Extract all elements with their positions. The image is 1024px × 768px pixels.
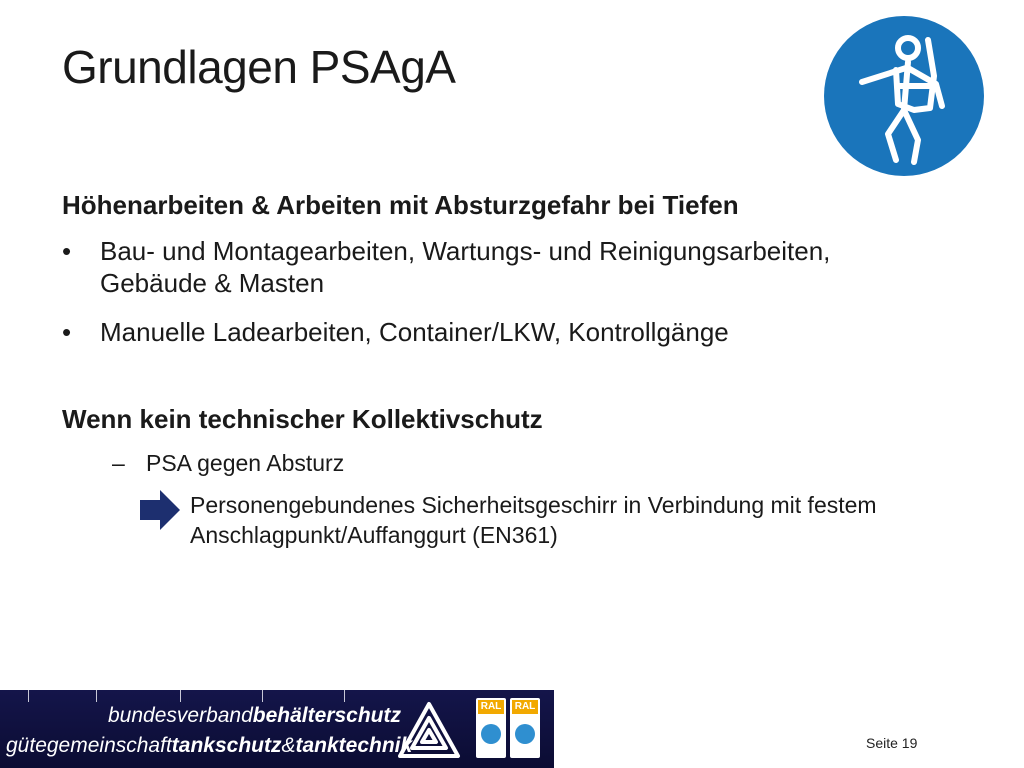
footer-banner	[0, 690, 554, 768]
section-heading-collective-protection: Wenn kein technischer Kollektivschutz	[62, 404, 543, 434]
bullet-item	[62, 316, 882, 352]
ral-quality-seal-icon: RAL	[510, 698, 540, 758]
bullet-glyph: •	[62, 236, 72, 266]
section-heading-heights: Höhenarbeiten & Arbeiten mit Absturzgefahr bei Tiefen	[62, 190, 739, 220]
bullet-item	[62, 235, 882, 305]
bullet-text: Manuelle Ladearbeiten, Container/LKW, Kontrollgänge	[100, 317, 729, 347]
bullet-text: Bau- und Montagearbeiten, Wartungs- und Reinigungsarbeiten, Gebäude & Masten	[100, 236, 831, 298]
footer-quality-association: gütegemeinschafttankschutz&tanktechnik	[6, 734, 413, 757]
bullet-glyph: •	[62, 317, 72, 347]
arrow-point-text: Personengebundenes Sicherheitsgeschirr in Verbindung mit festem Anschlagpunkt/Auffanggurt (EN361)	[190, 492, 877, 548]
association-logo-icon	[396, 700, 462, 760]
dash-glyph: –	[112, 450, 125, 476]
footer-association-name: bundesverbandbehälterschutz	[108, 704, 401, 727]
arrow-right-icon	[138, 488, 182, 532]
sub-item-text: PSA gegen Absturz	[146, 450, 345, 476]
slide-title: Grundlagen PSAgA	[62, 41, 456, 93]
ral-quality-seal-icon: RAL	[476, 698, 506, 758]
page-number: Seite 19	[866, 735, 918, 751]
safety-harness-sign-icon	[818, 10, 990, 182]
